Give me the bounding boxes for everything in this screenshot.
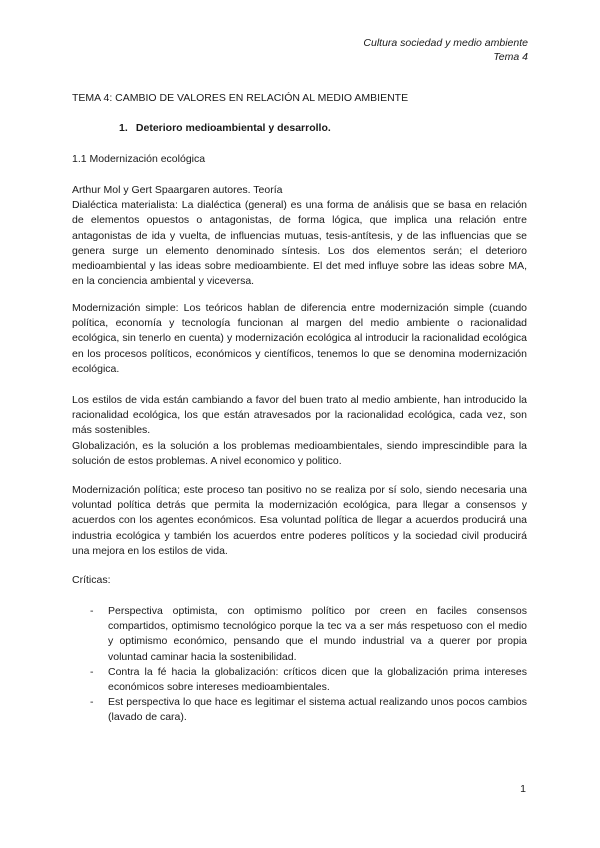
section-heading (119, 122, 331, 134)
subsection-heading: 1.1 Modernización ecológica (72, 153, 206, 165)
header-topic: Tema 4 (493, 51, 528, 63)
running-header (363, 36, 528, 64)
list-item-text: Perspectiva optimista, con optimismo político por creen en faciles consensos compartidos, optimismo tecnológico porque la tec va a ser más respetuoso con el medio y optimismo económico, pensando que el mundo industrial va a querer por propia voluntad caminar hacia la sostenibilidad. (108, 605, 527, 663)
criticas-list (72, 604, 527, 726)
bullet-dash: - (90, 665, 94, 678)
body-block-simple (72, 301, 527, 377)
list-item-text: Contra la fé hacia la globalización: críticos dicen que la globalización prima intereses económicos sobre intereses medioambientales. (108, 665, 527, 694)
bullet-dash: - (90, 605, 94, 617)
paragraph-modernizacion-politica: Modernización política; este proceso tan positivo no se realiza por sí solo, siendo necesaria una voluntad política detrás que permita la modernización ecológica, para llegar a consensos y acuerdos con los agentes económicos. Esa voluntad política de llegar a acuerdos producirá una industria ecológica y también los acuerdos entre poderes políticos y la sociedad civil producirá una mejora en los estilos de vida. (72, 484, 527, 557)
header-course-title: Cultura sociedad y medio ambiente (363, 37, 528, 49)
criticas-heading: Críticas: (72, 574, 111, 586)
body-block-politica (72, 483, 527, 559)
bullet-dash: - (90, 696, 94, 709)
list-item-text: Est perspectiva lo que hace es legitimar el sistema actual realizando unos pocos cambios (lavado de cara). (108, 696, 527, 724)
body-block-estilos (72, 393, 527, 469)
list-item (72, 665, 527, 695)
list-item (72, 695, 527, 725)
paragraph-estilos: Los estilos de vida están cambiando a favor del buen trato al medio ambiente, han introducido la racionalidad ecológica, los que están atravesados por la racionalidad ecológica, cada vez, son más sostenibles. (72, 394, 527, 437)
section-number: 1. (119, 122, 128, 134)
body-block-intro (72, 183, 527, 289)
document-title: TEMA 4: CAMBIO DE VALORES EN RELACIÓN AL MEDIO AMBIENTE (72, 92, 409, 104)
list-item (72, 604, 527, 665)
paragraph-authors: Arthur Mol y Gert Spaargaren autores. Teoría (72, 184, 283, 196)
page-number: 1 (520, 783, 526, 795)
section-label: Deterioro medioambiental y desarrollo. (135, 122, 331, 134)
paragraph-dialectica: Dialéctica materialista: La dialéctica (general) es una forma de análisis que se basa en relación de elementos opuestos o antagonistas, de forma lógica, que implica una relación entre antagonistas de ida y vuelta, de influencias mutuas, tesis-antítesis, y de las influencias que se genera surge un elemento denominado síntesis. Los dos elementos serán; el deterioro medioambiental y las ideas sobre medioambiente. El det med influye sobre las ideas sobre MA, en la conciencia ambiental y viceversa. (72, 199, 527, 288)
paragraph-modernizacion-simple: Modernización simple: Los teóricos hablan de diferencia entre modernización simple (cuando política, economía y tecnología funcionan al margen del medio ambiente o racionalidad ecológica, sin tenerlo en cuenta) y modernización ecológica al introducir la racionalidad ecológica en los procesos políticos, económicos y científicos, tenemos lo que se denomina modernización ecológica. (72, 302, 527, 375)
paragraph-globalizacion: Globalización, es la solución a los problemas medioambientales, siendo imprescindible para la solución de estos problemas. A nivel economico y politico. (72, 439, 527, 467)
